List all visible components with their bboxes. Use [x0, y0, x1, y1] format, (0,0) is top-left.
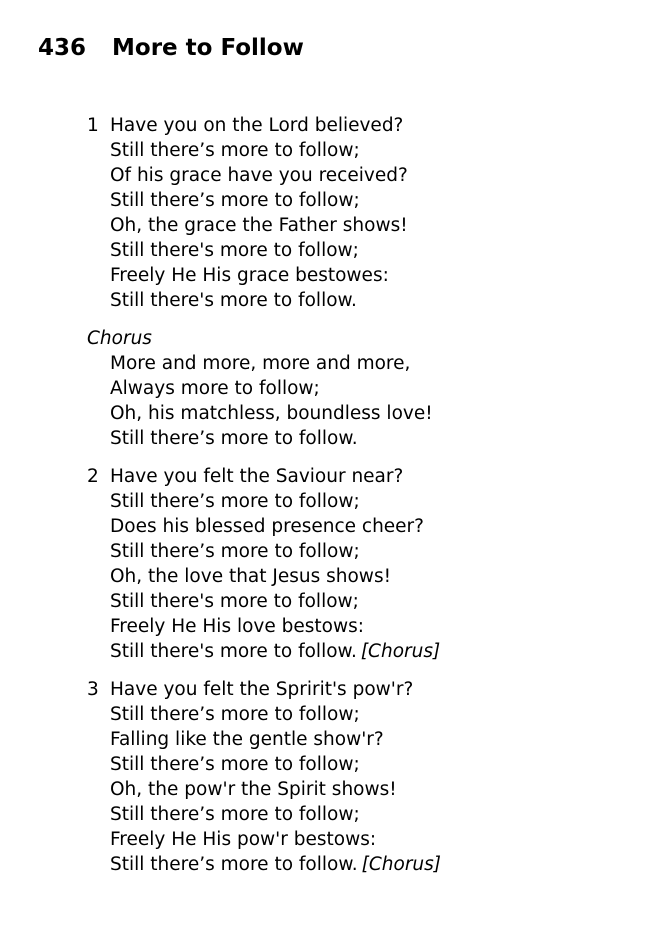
verse-1 — [87, 113, 647, 313]
verse-line — [110, 852, 647, 877]
verse-line: Have you felt the Spririt's pow'r? — [110, 679, 414, 700]
verse-line-text: Still there’s more to follow. — [110, 854, 358, 875]
verse-line: Have you felt the Saviour near? — [110, 466, 404, 487]
verse-line: Still there's more to follow; — [110, 591, 359, 612]
verse-line: Still there’s more to follow; — [110, 491, 360, 512]
hymn-body — [87, 113, 647, 890]
verse-line: Freely He His pow'r bestows: — [110, 829, 377, 850]
hymn-title: More to Follow — [112, 35, 304, 61]
verse-line: Still there's more to follow; — [110, 240, 359, 261]
verse-line: Falling like the gentle show'r? — [110, 729, 384, 750]
verse-2 — [87, 464, 647, 664]
verse-line: Still there’s more to follow; — [110, 704, 360, 725]
verse-line: Of his grace have you received? — [110, 165, 408, 186]
verse-line: Still there’s more to follow; — [110, 541, 360, 562]
chorus-line: Always more to follow; — [110, 378, 320, 399]
verse-line — [110, 639, 647, 664]
verse-number: 2 — [87, 466, 99, 487]
chorus-label: Chorus — [87, 328, 152, 349]
verse-line: Oh, the grace the Father shows! — [110, 215, 408, 236]
chorus-reference: [Chorus] — [360, 641, 441, 662]
verse-line: Have you on the Lord believed? — [110, 115, 404, 136]
chorus-line: Oh, his matchless, boundless love! — [110, 403, 433, 424]
hymn-number: 436 — [38, 35, 87, 61]
verse-number: 3 — [87, 679, 99, 700]
verse-line: Oh, the love that Jesus shows! — [110, 566, 391, 587]
verse-line: Does his blessed presence cheer? — [110, 516, 424, 537]
verse-line: Oh, the pow'r the Spirit shows! — [110, 779, 397, 800]
verse-line: Freely He His love bestows: — [110, 616, 364, 637]
verse-line: Still there’s more to follow; — [110, 804, 360, 825]
verse-line: Still there’s more to follow; — [110, 754, 360, 775]
verse-line: Still there’s more to follow; — [110, 140, 360, 161]
verse-line: Still there’s more to follow; — [110, 190, 360, 211]
verse-line: Still there's more to follow. — [110, 290, 357, 311]
chorus-line: More and more, more and more, — [110, 353, 411, 374]
chorus — [87, 326, 647, 451]
verse-number: 1 — [87, 115, 99, 136]
chorus-line: Still there’s more to follow. — [110, 428, 358, 449]
verse-3 — [87, 677, 647, 877]
hymn-header — [38, 30, 304, 66]
verse-line: Freely He His grace bestowes: — [110, 265, 389, 286]
chorus-reference: [Chorus] — [361, 854, 442, 875]
verse-line-text: Still there's more to follow. — [110, 641, 357, 662]
